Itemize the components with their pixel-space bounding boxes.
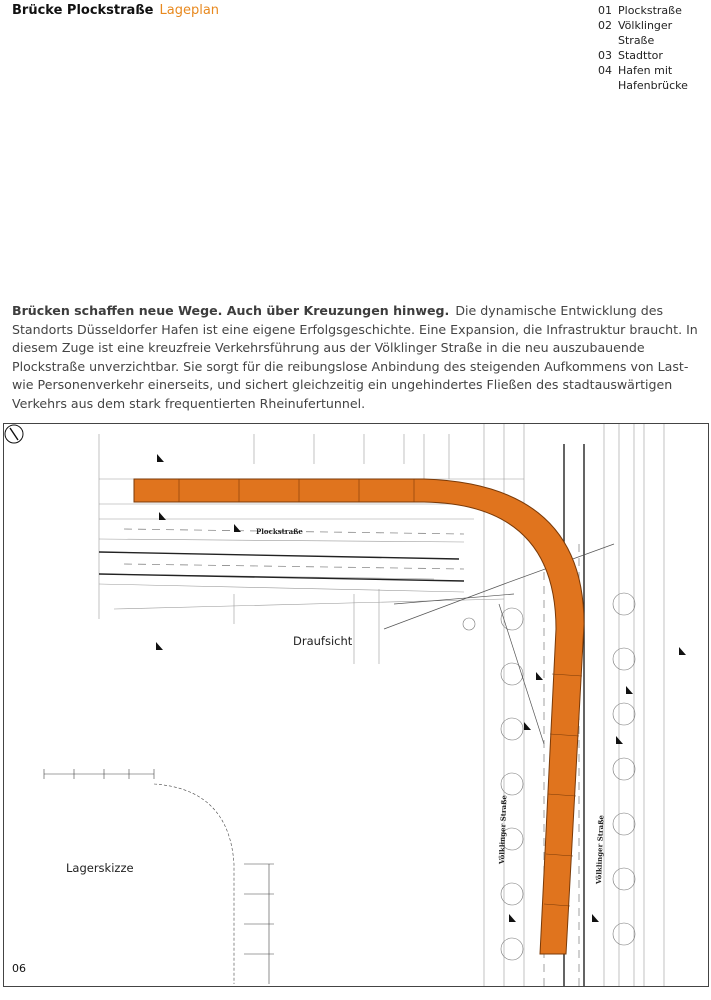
- toc-item-number: 01: [598, 4, 612, 17]
- north-arrow-icon: [4, 424, 24, 444]
- page-title: Brücke Plockstraße: [12, 3, 154, 18]
- label-voelklinger-strasse-west: Völklinger Straße: [497, 794, 509, 865]
- label-voelklinger-strasse-east: Völklinger Straße: [594, 814, 606, 885]
- page-header: [12, 3, 219, 19]
- site-plan-drawing: [3, 423, 709, 987]
- label-bearing-sketch: Lagerskizze: [66, 861, 134, 875]
- toc-item[interactable]: [598, 18, 710, 48]
- toc-item[interactable]: [598, 48, 710, 63]
- toc-item-number: 02: [598, 19, 612, 32]
- site-plan-graphic: [4, 424, 708, 986]
- intro-lead: Brücken schaffen neue Wege. Auch über Kreuzungen hinweg.: [12, 303, 450, 318]
- toc-item-number: 03: [598, 49, 612, 62]
- toc-item-label: Plockstraße: [618, 4, 682, 17]
- table-of-contents: [598, 3, 710, 93]
- toc-item-label: Stadttor: [618, 49, 663, 62]
- label-plockstrasse: Plockstraße: [256, 527, 303, 536]
- toc-item-label: Völklinger Straße: [618, 19, 673, 47]
- toc-item[interactable]: [598, 63, 710, 93]
- page-subtitle: Lageplan: [159, 3, 220, 18]
- section-markers: [156, 454, 686, 922]
- label-top-view: Draufsicht: [293, 634, 353, 648]
- page-number: 06: [12, 962, 26, 975]
- intro-body: Die dynamische Entwicklung des Standorts Düsseldorfer Hafen ist eine eigene Erfolgsgeschichte. Eine Expansion, die Infrastruktur braucht. In diesem Zuge ist eine kreuzfreie Verkehrsführung aus der Völklinger Straße in die neu auszubauende Plockstraße unverzichtbar. Sie sorgt für die reibungslose Anbindung des steigenden Aufkommens von Last- wie Personenverkehr einerseits, und sichert gleichzeitig ein ungehindertes Fließen des stadtauswärtigen Verkehrs aus dem stark frequentierten Rheinufertunnel.: [12, 303, 698, 411]
- bridge-segments: [179, 479, 582, 906]
- toc-item-label: Hafen mit Hafenbrücke: [618, 64, 688, 92]
- intro-paragraph: [12, 302, 700, 414]
- bearing-sketch: [44, 769, 274, 984]
- toc-item-number: 04: [598, 64, 612, 77]
- toc-item[interactable]: [598, 3, 710, 18]
- bridge-deck: [134, 479, 584, 954]
